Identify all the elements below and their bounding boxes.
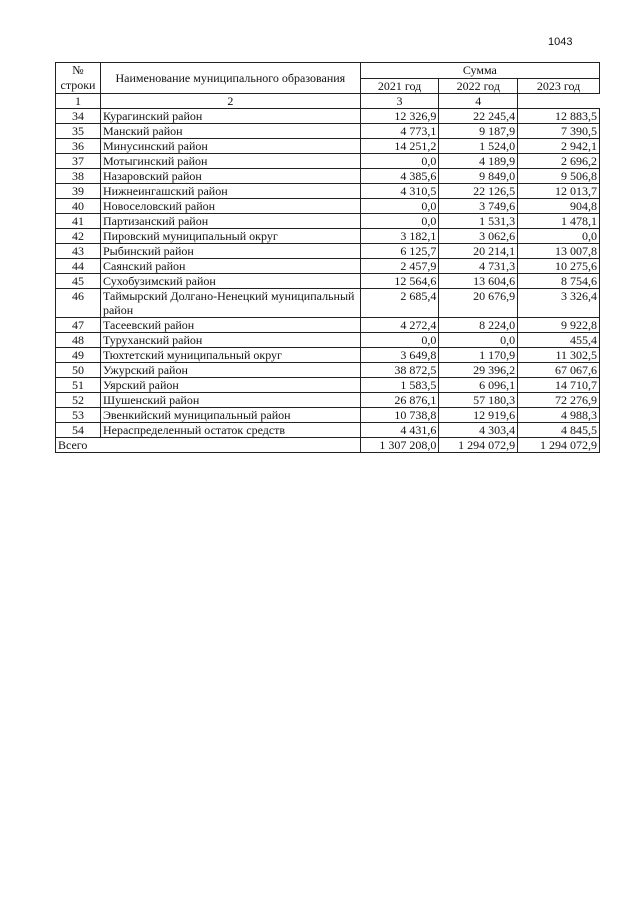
value-2022: 4 189,9: [439, 154, 518, 169]
value-2022: 4 731,3: [439, 259, 518, 274]
value-2023: 4 988,3: [518, 408, 600, 423]
value-2021: 0,0: [360, 154, 439, 169]
value-2022: 9 187,9: [439, 124, 518, 139]
col-index-4: 4: [439, 94, 518, 109]
value-2022: 20 676,9: [439, 289, 518, 318]
value-2021: 0,0: [360, 199, 439, 214]
value-2022: 9 849,0: [439, 169, 518, 184]
value-2023: 7 390,5: [518, 124, 600, 139]
value-2023: 2 942,1: [518, 139, 600, 154]
value-2022: 0,0: [439, 333, 518, 348]
value-2022: 29 396,2: [439, 363, 518, 378]
table-row: [56, 184, 600, 199]
table-row: [56, 169, 600, 184]
value-2021: 0,0: [360, 214, 439, 229]
table-row: [56, 244, 600, 259]
table-row: [56, 408, 600, 423]
municipality-name: Ужурский район: [100, 363, 360, 378]
value-2021: 38 872,5: [360, 363, 439, 378]
value-2021: 14 251,2: [360, 139, 439, 154]
row-number: 52: [56, 393, 101, 408]
row-number: 38: [56, 169, 101, 184]
col-index-3: 3: [360, 94, 439, 109]
header-sum: Сумма: [360, 63, 599, 79]
table-row: [56, 333, 600, 348]
table-row: [56, 423, 600, 438]
municipality-name: Сухобузимский район: [100, 274, 360, 289]
municipality-name: Рыбинский район: [100, 244, 360, 259]
table-row: [56, 229, 600, 244]
total-2022: 1 294 072,9: [439, 438, 518, 453]
table-row: [56, 154, 600, 169]
value-2021: 4 272,4: [360, 318, 439, 333]
municipality-name: Мотыгинский район: [100, 154, 360, 169]
value-2021: 12 564,6: [360, 274, 439, 289]
row-number: 34: [56, 109, 101, 124]
table-row: [56, 124, 600, 139]
table-row: [56, 289, 600, 318]
header-name: Наименование муниципального образования: [100, 63, 360, 94]
value-2023: 9 922,8: [518, 318, 600, 333]
value-2023: 1 478,1: [518, 214, 600, 229]
municipality-name: Нижнеингашский район: [100, 184, 360, 199]
value-2021: 2 457,9: [360, 259, 439, 274]
value-2023: 0,0: [518, 229, 600, 244]
row-number: 51: [56, 378, 101, 393]
municipality-name: Таймырский Долгано-Ненецкий муниципальный район: [100, 289, 360, 318]
value-2022: 22 245,4: [439, 109, 518, 124]
table-row: [56, 378, 600, 393]
row-number: 47: [56, 318, 101, 333]
row-number: 43: [56, 244, 101, 259]
value-2023: 2 696,2: [518, 154, 600, 169]
table-row: [56, 393, 600, 408]
value-2022: 3 749,6: [439, 199, 518, 214]
row-number: 45: [56, 274, 101, 289]
value-2022: 12 919,6: [439, 408, 518, 423]
row-number: 44: [56, 259, 101, 274]
value-2021: 1 583,5: [360, 378, 439, 393]
value-2023: 13 007,8: [518, 244, 600, 259]
total-row: [56, 438, 600, 453]
municipality-name: Назаровский район: [100, 169, 360, 184]
col-index-2: 2: [100, 94, 360, 109]
row-number: 35: [56, 124, 101, 139]
row-number: 42: [56, 229, 101, 244]
value-2023: 8 754,6: [518, 274, 600, 289]
value-2023: 3 326,4: [518, 289, 600, 318]
total-2021: 1 307 208,0: [360, 438, 439, 453]
value-2023: 10 275,6: [518, 259, 600, 274]
row-number: 50: [56, 363, 101, 378]
municipality-name: Шушенский район: [100, 393, 360, 408]
municipality-name: Курагинский район: [100, 109, 360, 124]
municipality-name: Нераспределенный остаток средств: [100, 423, 360, 438]
table-row: [56, 259, 600, 274]
value-2022: 1 524,0: [439, 139, 518, 154]
row-number: 41: [56, 214, 101, 229]
value-2023: 455,4: [518, 333, 600, 348]
municipality-name: Манский район: [100, 124, 360, 139]
total-label: Всего: [56, 438, 361, 453]
municipality-name: Пировский муниципальный округ: [100, 229, 360, 244]
row-number: 46: [56, 289, 101, 318]
municipality-name: Партизанский район: [100, 214, 360, 229]
municipality-name: Уярский район: [100, 378, 360, 393]
value-2021: 2 685,4: [360, 289, 439, 318]
value-2022: 8 224,0: [439, 318, 518, 333]
value-2021: 12 326,9: [360, 109, 439, 124]
value-2021: 4 310,5: [360, 184, 439, 199]
row-number: 40: [56, 199, 101, 214]
row-number: 54: [56, 423, 101, 438]
header-year-2022: 2022 год: [439, 78, 518, 94]
value-2021: 26 876,1: [360, 393, 439, 408]
value-2022: 1 531,3: [439, 214, 518, 229]
row-number: 39: [56, 184, 101, 199]
table-row: [56, 199, 600, 214]
row-number: 49: [56, 348, 101, 363]
table-row: [56, 109, 600, 124]
value-2023: 11 302,5: [518, 348, 600, 363]
value-2023: 9 506,8: [518, 169, 600, 184]
value-2023: 12 883,5: [518, 109, 600, 124]
row-number: 36: [56, 139, 101, 154]
value-2021: 4 431,6: [360, 423, 439, 438]
value-2021: 0,0: [360, 333, 439, 348]
value-2021: 6 125,7: [360, 244, 439, 259]
value-2022: 1 170,9: [439, 348, 518, 363]
value-2021: 3 649,8: [360, 348, 439, 363]
value-2021: 4 773,1: [360, 124, 439, 139]
table-row: [56, 348, 600, 363]
table-row: [56, 274, 600, 289]
value-2023: 72 276,9: [518, 393, 600, 408]
value-2022: 20 214,1: [439, 244, 518, 259]
municipality-name: Минусинский район: [100, 139, 360, 154]
page-number: 1043: [548, 36, 573, 48]
value-2022: 13 604,6: [439, 274, 518, 289]
value-2022: 3 062,6: [439, 229, 518, 244]
budget-table: [55, 62, 600, 453]
table-row: [56, 139, 600, 154]
value-2022: 22 126,5: [439, 184, 518, 199]
municipality-name: Эвенкийский муниципальный район: [100, 408, 360, 423]
col-index-1: 1: [56, 94, 101, 109]
total-2023: 1 294 072,9: [518, 438, 600, 453]
value-2023: 12 013,7: [518, 184, 600, 199]
header-row-number: № строки: [56, 63, 101, 94]
municipality-name: Тасеевский район: [100, 318, 360, 333]
municipality-name: Новоселовский район: [100, 199, 360, 214]
value-2021: 3 182,1: [360, 229, 439, 244]
municipality-name: Тюхтетский муниципальный округ: [100, 348, 360, 363]
header-year-2023: 2023 год: [518, 78, 600, 94]
value-2022: 6 096,1: [439, 378, 518, 393]
value-2022: 4 303,4: [439, 423, 518, 438]
municipality-name: Туруханский район: [100, 333, 360, 348]
table-row: [56, 363, 600, 378]
value-2023: 14 710,7: [518, 378, 600, 393]
municipality-name: Саянский район: [100, 259, 360, 274]
value-2023: 67 067,6: [518, 363, 600, 378]
table-row: [56, 214, 600, 229]
row-number: 48: [56, 333, 101, 348]
table-row: [56, 318, 600, 333]
value-2023: 904,8: [518, 199, 600, 214]
value-2023: 4 845,5: [518, 423, 600, 438]
value-2022: 57 180,3: [439, 393, 518, 408]
row-number: 53: [56, 408, 101, 423]
value-2021: 4 385,6: [360, 169, 439, 184]
value-2021: 10 738,8: [360, 408, 439, 423]
header-year-2021: 2021 год: [360, 78, 439, 94]
row-number: 37: [56, 154, 101, 169]
